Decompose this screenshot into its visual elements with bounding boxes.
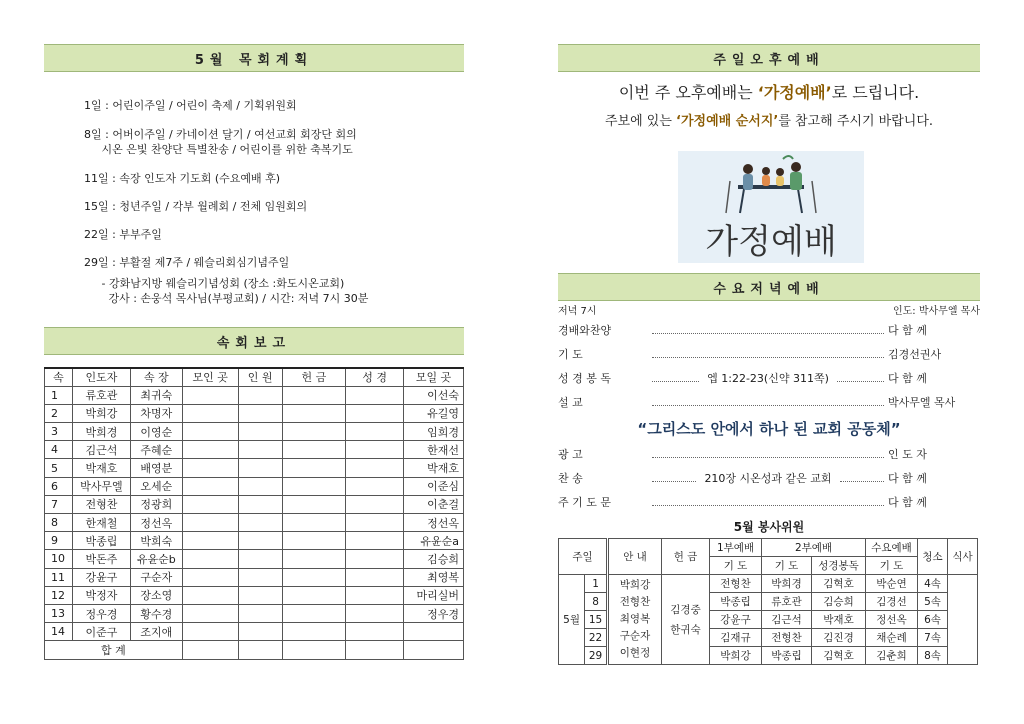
- cell-count: [238, 550, 282, 568]
- first-prayer: 김재규: [710, 629, 762, 647]
- cell-bible: [346, 532, 404, 550]
- cell-no: 8: [45, 514, 73, 532]
- cell-offering: [282, 477, 346, 495]
- plan-header: [44, 44, 464, 72]
- cell-bible: [346, 441, 404, 459]
- order-item: 찬 송 210장 시온성과 같은 교회 다 함 께: [558, 472, 927, 485]
- cell-next: [404, 623, 464, 641]
- cell-bible: [346, 477, 404, 495]
- cell-place: [182, 604, 238, 622]
- cell-leader: 박재호: [72, 459, 130, 477]
- clean-cell: 8속: [918, 647, 948, 665]
- cell-leader: 박희강: [72, 404, 130, 422]
- cell-leader: 이준구: [72, 623, 130, 641]
- plan-item: 22일 : 부부주일: [84, 228, 162, 241]
- cell-offering: [282, 586, 346, 604]
- cell-count: [238, 386, 282, 404]
- second-prayer: 김근석: [762, 611, 812, 629]
- cell-head: 배영분: [130, 459, 182, 477]
- second-bible: 김혁호: [812, 647, 866, 665]
- offering-list: [662, 575, 710, 665]
- plan-item: 시온 은빛 찬양단 특별찬송 / 어린이를 위한 축복기도: [84, 143, 353, 156]
- cell-no: 13: [45, 604, 73, 622]
- cell-next: 최영복: [404, 568, 464, 586]
- col-header: 인 원: [238, 368, 282, 386]
- guide-name: 구순자: [619, 630, 651, 642]
- cell-place: [182, 441, 238, 459]
- cell-head: 차명자: [130, 404, 182, 422]
- cell-place: [182, 532, 238, 550]
- cell-next: 정선옥: [404, 514, 464, 532]
- table-row: [45, 404, 464, 422]
- cell-bible: [346, 386, 404, 404]
- cell-count: [238, 404, 282, 422]
- cell-count: [238, 568, 282, 586]
- right-column: [558, 44, 980, 662]
- table-row: [45, 604, 464, 622]
- wed-prayer: 박순연: [866, 575, 918, 593]
- second-prayer: 류호관: [762, 593, 812, 611]
- bible-header: 성경봉독: [812, 557, 866, 575]
- cell-bible: [346, 514, 404, 532]
- duty-header-row: [559, 539, 978, 557]
- cell-offering: [282, 423, 346, 441]
- col-header: 속 장: [130, 368, 182, 386]
- guide-name: 최영복: [619, 613, 651, 625]
- month-label: 5월: [559, 575, 585, 665]
- total-row: [45, 641, 464, 659]
- order-item: 경배와찬양 다 함 께: [558, 324, 927, 337]
- second-prayer: 박종립: [762, 647, 812, 665]
- plan-item: 29일 : 부활절 제7주 / 웨슬리회심기념주일: [84, 256, 290, 269]
- first-service-header: 1부예배: [710, 539, 762, 557]
- cell-place: [182, 586, 238, 604]
- wednesday-leader: 인도: 박사무엘 목사: [892, 306, 980, 317]
- clean-cell: 7속: [918, 629, 948, 647]
- cell-report-title: 속회보고: [216, 335, 292, 351]
- wednesday-header: [558, 273, 980, 301]
- total-label: 합 계: [45, 641, 183, 659]
- cell-no: 11: [45, 568, 73, 586]
- second-bible: 김혁호: [812, 575, 866, 593]
- wed-prayer: 정선옥: [866, 611, 918, 629]
- col-header: 헌 금: [282, 368, 346, 386]
- cell-leader: 박사무엘: [72, 477, 130, 495]
- cell-leader: 한재철: [72, 514, 130, 532]
- cell-leader: 김근석: [72, 441, 130, 459]
- clean-cell: 4속: [918, 575, 948, 593]
- cell-leader: 류호관: [72, 386, 130, 404]
- table-row: [45, 532, 464, 550]
- order-item: 주 기 도 문 다 함 께: [558, 496, 927, 509]
- cell-next: 유윤순a: [404, 532, 464, 550]
- cell-head: 최귀숙: [130, 386, 182, 404]
- cell-next: 박재호: [404, 459, 464, 477]
- cell-count: [238, 423, 282, 441]
- cell-next: 이춘걸: [404, 495, 464, 513]
- guide-name: 박희강: [619, 579, 651, 591]
- meal-header: 식사: [948, 539, 978, 575]
- cell-offering: [282, 495, 346, 513]
- cell-leader: 정우경: [72, 604, 130, 622]
- order-item: 성 경 봉 독 엡 1:22-23(신약 311쪽) 다 함 께: [558, 372, 927, 385]
- second-bible: 김승희: [812, 593, 866, 611]
- pray-header: 기 도: [710, 557, 762, 575]
- cell-next: 이준심: [404, 477, 464, 495]
- cell-head: 오세순: [130, 477, 182, 495]
- cell-no: 2: [45, 404, 73, 422]
- cell-next: 임희경: [404, 423, 464, 441]
- cell-offering: [282, 623, 346, 641]
- duty-title: 5월 봉사위원: [733, 520, 805, 534]
- cell-report-table: [44, 367, 464, 660]
- wed-prayer: 김춘희: [866, 647, 918, 665]
- col-header: 속: [45, 368, 73, 386]
- cell-head: 장소영: [130, 586, 182, 604]
- sermon-title: “그리스도 안에서 하나 된 교회 공동체”: [637, 420, 901, 438]
- cell-leader: 전형찬: [72, 495, 130, 513]
- cell-no: 4: [45, 441, 73, 459]
- wednesday-time: 저녁 7시: [558, 306, 597, 317]
- cell-place: [182, 495, 238, 513]
- cell-bible: [346, 459, 404, 477]
- plan-title: 5월 목회계획: [194, 52, 314, 68]
- first-prayer: 박희강: [710, 647, 762, 665]
- table-row: [45, 586, 464, 604]
- cell-head: 주혜순: [130, 441, 182, 459]
- cell-head: 정광희: [130, 495, 182, 513]
- cell-offering: [282, 532, 346, 550]
- table-row: [45, 386, 464, 404]
- guide-list: [608, 575, 662, 665]
- cell-count: [238, 604, 282, 622]
- col-header: 모인 곳: [182, 368, 238, 386]
- afternoon-title: 주일오후예배: [713, 52, 825, 68]
- cell-place: [182, 423, 238, 441]
- order-item: 광 고 인 도 자: [558, 448, 927, 461]
- duty-day: 8: [585, 593, 608, 611]
- meal-cell: [948, 575, 978, 665]
- table-row: [559, 575, 978, 593]
- cell-leader: 강윤구: [72, 568, 130, 586]
- cell-count: [238, 495, 282, 513]
- cell-count: [238, 532, 282, 550]
- cell-offering: [282, 550, 346, 568]
- cell-offering: [282, 441, 346, 459]
- plan-item: - 강화남지방 웨슬리기념성회 (장소 :화도시온교회): [84, 277, 345, 290]
- table-row: [45, 568, 464, 586]
- cell-report-header: [44, 327, 464, 355]
- offering-name: 한귀숙: [670, 623, 701, 636]
- col-header: 모일 곳: [404, 368, 464, 386]
- cell-offering: [282, 568, 346, 586]
- first-prayer: 전형찬: [710, 575, 762, 593]
- pray-header: 기 도: [866, 557, 918, 575]
- plan-item: 강사 : 손웅석 목사님(부평교회) / 시간: 저녁 7시 30분: [84, 292, 369, 305]
- second-prayer: 전형찬: [762, 629, 812, 647]
- wednesday-info: [558, 302, 980, 317]
- duty-day: 29: [585, 647, 608, 665]
- cell-head: 조지애: [130, 623, 182, 641]
- cell-offering: [282, 514, 346, 532]
- cell-count: [238, 623, 282, 641]
- cell-count: [238, 459, 282, 477]
- cell-no: 1: [45, 386, 73, 404]
- cell-no: 6: [45, 477, 73, 495]
- guide-name: 이현정: [619, 647, 651, 659]
- table-row: [45, 423, 464, 441]
- duty-day: 15: [585, 611, 608, 629]
- guide-name: 전형찬: [619, 596, 651, 608]
- cell-offering: [282, 386, 346, 404]
- table-row: [45, 441, 464, 459]
- cell-count: [238, 586, 282, 604]
- cell-leader: 박종립: [72, 532, 130, 550]
- cell-count: [238, 441, 282, 459]
- cell-bible: [346, 568, 404, 586]
- duty-table: [558, 538, 978, 665]
- cell-bible: [346, 495, 404, 513]
- cell-head: 유윤순b: [130, 550, 182, 568]
- week-header: 주일: [559, 539, 608, 575]
- plan-item: 11일 : 속장 인도자 기도회 (수요예배 후): [84, 172, 281, 185]
- second-bible: 박재호: [812, 611, 866, 629]
- cell-bible: [346, 623, 404, 641]
- clean-cell: 5속: [918, 593, 948, 611]
- offering-name: 김경중: [670, 603, 701, 616]
- cell-no: 5: [45, 459, 73, 477]
- table-row: [45, 550, 464, 568]
- cell-count: [238, 514, 282, 532]
- first-prayer: 박종립: [710, 593, 762, 611]
- cell-next: 정우경: [404, 604, 464, 622]
- col-header: 인도자: [72, 368, 130, 386]
- plan-item: 8일 : 어버이주일 / 카네이션 달기 / 여선교회 회장단 회의: [84, 128, 357, 141]
- wed-prayer: 김경선: [866, 593, 918, 611]
- cell-no: 10: [45, 550, 73, 568]
- cell-bible: [346, 604, 404, 622]
- cell-no: 14: [45, 623, 73, 641]
- afternoon-notice: 이번 주 오후예배는 ‘가정예배’로 드립니다.: [618, 83, 920, 102]
- cell-place: [182, 386, 238, 404]
- cell-place: [182, 514, 238, 532]
- cell-rows: [45, 386, 464, 641]
- pray-header: 기 도: [762, 557, 812, 575]
- family-worship-image: [678, 151, 864, 263]
- wednesday-title: 수요저녁예배: [713, 281, 825, 297]
- left-column: [44, 44, 464, 657]
- clean-cell: 6속: [918, 611, 948, 629]
- first-prayer: 강윤구: [710, 611, 762, 629]
- family-illustration: [678, 151, 864, 263]
- cell-next: 마리실버: [404, 586, 464, 604]
- table-row: [45, 495, 464, 513]
- cell-offering: [282, 459, 346, 477]
- cell-leader: 박돈주: [72, 550, 130, 568]
- plan-item: 1일 : 어린이주일 / 어린이 축제 / 기획위원회: [84, 99, 297, 112]
- cell-next: 김승희: [404, 550, 464, 568]
- duty-rows: [559, 575, 978, 665]
- cell-no: 12: [45, 586, 73, 604]
- table-row: [45, 459, 464, 477]
- cell-place: [182, 404, 238, 422]
- offering-header: 헌 금: [662, 539, 710, 575]
- wed-prayer: 채순례: [866, 629, 918, 647]
- order-item: 기 도 김경선권사: [558, 348, 942, 361]
- clean-header: 청소: [918, 539, 948, 575]
- order-item: 설 교 박사무엘 목사: [558, 396, 956, 409]
- table-row: [45, 477, 464, 495]
- table-header-row: [45, 368, 464, 386]
- cell-next: 한재선: [404, 441, 464, 459]
- cell-bible: [346, 586, 404, 604]
- plan-item: 15일 : 청년주일 / 각부 월례회 / 전체 임원회의: [84, 200, 308, 213]
- cell-place: [182, 568, 238, 586]
- cell-place: [182, 550, 238, 568]
- cell-head: 이영순: [130, 423, 182, 441]
- cell-next: 이선숙: [404, 386, 464, 404]
- cell-leader: 박희경: [72, 423, 130, 441]
- cell-head: 정선옥: [130, 514, 182, 532]
- second-prayer: 박희경: [762, 575, 812, 593]
- cell-bible: [346, 550, 404, 568]
- afternoon-header: [558, 44, 980, 72]
- table-row: [45, 514, 464, 532]
- cell-offering: [282, 604, 346, 622]
- cell-no: 7: [45, 495, 73, 513]
- second-service-header: 2부예배: [762, 539, 866, 557]
- cell-count: [238, 477, 282, 495]
- cell-place: [182, 477, 238, 495]
- cell-head: 황수경: [130, 604, 182, 622]
- cell-offering: [282, 404, 346, 422]
- image-caption: 가정예배: [705, 222, 837, 262]
- cell-bible: [346, 423, 404, 441]
- duty-day: 22: [585, 629, 608, 647]
- second-bible: 김진경: [812, 629, 866, 647]
- cell-next: 유길영: [404, 404, 464, 422]
- cell-place: [182, 459, 238, 477]
- cell-leader: 박정자: [72, 586, 130, 604]
- cell-bible: [346, 404, 404, 422]
- cell-head: 박희숙: [130, 532, 182, 550]
- cell-no: 9: [45, 532, 73, 550]
- afternoon-subnotice: 주보에 있는 ‘가정예배 순서지’를 참고해 주시기 바랍니다.: [604, 114, 934, 129]
- duty-day: 1: [585, 575, 608, 593]
- cell-place: [182, 623, 238, 641]
- cell-head: 구순자: [130, 568, 182, 586]
- wed-service-header: 수요예배: [866, 539, 918, 557]
- cell-no: 3: [45, 423, 73, 441]
- table-row: [45, 623, 464, 641]
- col-header: 성 경: [346, 368, 404, 386]
- guide-header: 안 내: [608, 539, 662, 575]
